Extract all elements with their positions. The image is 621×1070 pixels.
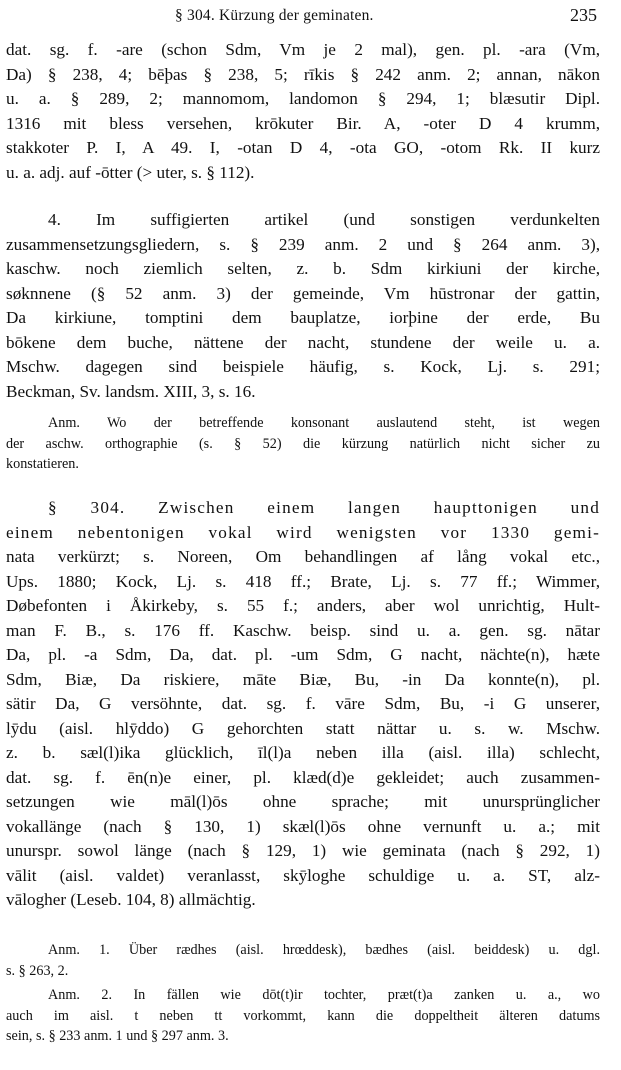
text-line: zusammensetzungsgliedern, s. § 239 anm. 2 und § 264 anm. 3), — [6, 234, 600, 254]
text-line: setzungen wie māl(l)ōs ohne sprache; mit unursprünglicher — [6, 792, 600, 811]
note-line: der aschw. orthographie (s. § 52) die kürzung natürlich nicht sicher zu — [6, 435, 600, 452]
text-line: vālit (aisl. valdet) veranlasst, skȳloghe schuldige u. a. ST, alz- — [6, 865, 600, 885]
note-line: auch im aisl. t neben tt vorkommt, kann die doppeltheit älteren datums — [6, 1007, 600, 1024]
note-line: Anm. 1. Über rædhes (aisl. hrœddesk), bædhes (aisl. beiddesk) u. dgl. — [48, 942, 600, 958]
footnote-anm-2 — [6, 985, 600, 1047]
footnote-anm-1 — [6, 940, 600, 981]
text-line: Ups. 1880; Kock, Lj. s. 418 ff.; Brate, Lj. s. 77 ff.; Wimmer, — [6, 571, 600, 591]
page-header — [0, 3, 621, 27]
text-line: Da kirkiune, tomptini dem bauplatze, iorþine der erde, Bu — [6, 308, 600, 327]
footnote-anm — [6, 413, 600, 475]
text-line: vokallänge (nach § 130, 1) skæl(l)ōs ohne vernunft u. a.; mit — [6, 816, 600, 836]
text-line: dat. sg. f. -are (schon Sdm, Vm je 2 mal), gen. pl. -ara (Vm, — [6, 40, 600, 59]
text-line: dat. sg. f. ēn(n)e einer, pl. klæd(d)e gekleidet; auch zusammen- — [6, 767, 600, 787]
text-line: 1316 mit bless versehen, krōkuter Bir. A, -oter D 4 krumm, — [6, 113, 600, 133]
text-line: bōkene dem buche, nättene der nacht, stundene der weile u. a. — [6, 332, 600, 352]
running-head: § 304. Kürzung der geminaten. — [175, 7, 374, 24]
text-line: Da, pl. -a Sdm, Da, dat. pl. -um Sdm, G nacht, nächte(n), hæte — [6, 645, 600, 664]
text-line: z. b. sæl(l)ika glücklich, īl(l)a neben illa (aisl. illa) schlecht, — [6, 743, 600, 762]
note-line: Anm. Wo der betreffende konsonant auslautend steht, ist wegen — [48, 415, 600, 431]
text-line: søknnene (§ 52 anm. 3) der gemeinde, Vm hūstronar der gattin, — [6, 283, 600, 303]
note-line: sein, s. § 233 anm. 1 und § 297 anm. 3. — [6, 1028, 229, 1044]
text-line: einem nebentonigen vokal wird wenigsten vor 1330 gemi- — [6, 522, 600, 542]
text-line: 4. Im suffigierten artikel (und sonstigen verdunkelten — [48, 210, 600, 229]
text-line: vālogher (Leseb. 104, 8) allmächtig. — [6, 890, 256, 909]
note-line: s. § 263, 2. — [6, 962, 69, 979]
note-line: konstatieren. — [6, 456, 79, 472]
text-line: Beckman, Sv. landsm. XIII, 3, s. 16. — [6, 381, 256, 401]
text-line: kaschw. noch ziemlich selten, z. b. Sdm kirkiuni der kirche, — [6, 259, 600, 278]
text-line: Døbefonten i Åkirkeby, s. 55 f.; anders, aber wol unrichtig, Hult- — [6, 596, 600, 615]
text-line: lȳdu (aisl. hlȳddo) G gehorchten statt nättar u. s. w. Mschw. — [6, 718, 600, 738]
note-line: Anm. 2. In fällen wie dōt(t)ir tochter, præt(t)a zanken u. a., wo — [48, 987, 600, 1003]
text-line: stakkoter P. I, A 49. I, -otan D 4, -ota GO, -otom Rk. II kurz — [6, 138, 600, 157]
text-line: sätir Da, G versöhnte, dat. sg. f. vāre Sdm, Bu, -i G unserer, — [6, 694, 600, 713]
text-line: Sdm, Biæ, Da riskiere, māte Biæ, Bu, -in Da konnte(n), pl. — [6, 669, 600, 689]
text-line: Mschw. dagegen sind beispiele häufig, s. Kock, Lj. s. 291; — [6, 357, 600, 376]
text-line: Da) § 238, 4; bēþas § 238, 5; rīkis § 242 anm. 2; annan, nākon — [6, 64, 600, 84]
section-heading-line: § 304. Zwischen einem langen haupttonigen und — [48, 498, 600, 517]
text-line: u. a. adj. auf -ōtter (> uter, s. § 112). — [6, 162, 255, 182]
text-line: u. a. § 289, 2; mannomom, landomon § 294, 1; blæsutir Dipl. — [6, 89, 600, 108]
text-line: nata verkürzt; s. Noreen, Om behandlingen af lång vokal etc., — [6, 547, 600, 566]
section-304 — [6, 496, 600, 913]
text-line: man F. B., s. 176 ff. Kaschw. beisp. sind u. a. gen. sg. nātar — [6, 620, 600, 640]
paragraph-continued — [6, 38, 600, 185]
paragraph-point-4 — [6, 208, 600, 404]
text-line: unurspr. sowol länge (nach § 129, 1) wie geminata (nach § 292, 1) — [6, 841, 600, 860]
page-number: 235 — [570, 5, 597, 25]
